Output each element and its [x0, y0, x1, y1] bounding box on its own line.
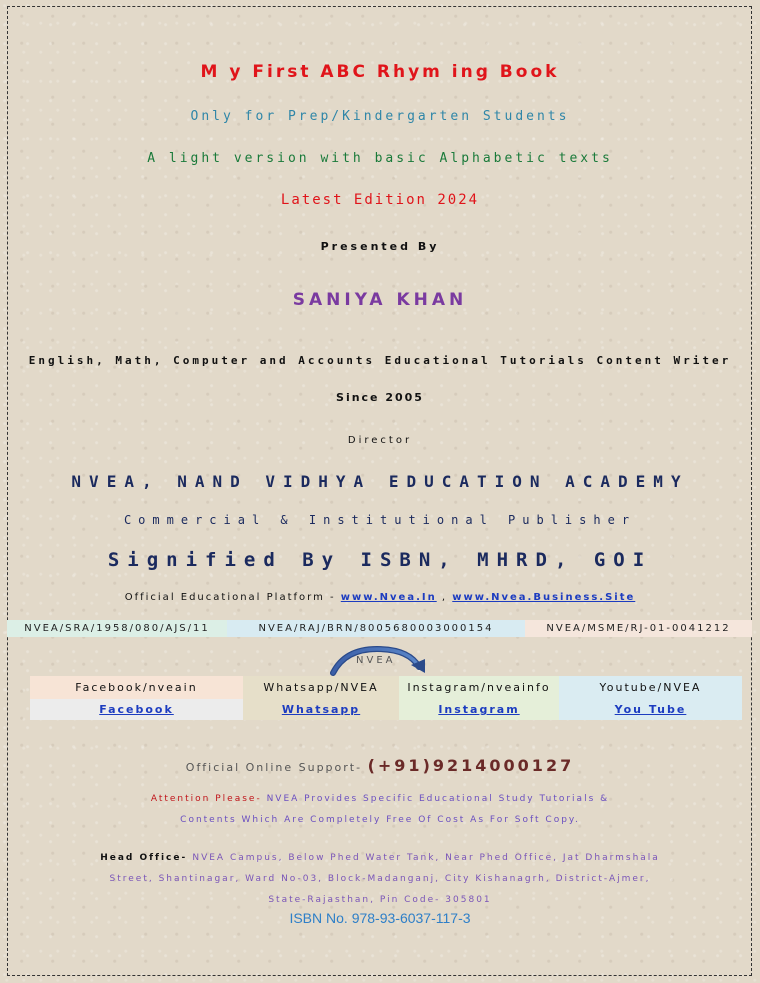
attention-line-1	[0, 794, 760, 804]
social-links-table	[30, 676, 742, 720]
support-line	[0, 756, 760, 775]
presented-by-label: Presented By	[320, 240, 440, 253]
youtube-handle: Youtube/NVEA	[559, 676, 742, 699]
author-role: English, Math, Computer and Accounts Educational Tutorials Content Writer	[28, 354, 732, 367]
head-office-address: NVEA Campus, Below Phed Water Tank, Near Phed Office, Jat Dharmshala	[192, 853, 660, 863]
website-link-nvea-in[interactable]: www.Nvea.In	[340, 592, 437, 603]
edition: Latest Edition 2024	[280, 192, 480, 208]
facebook-handle: Facebook/nveain	[30, 676, 243, 699]
support-phone: (+91)9214000127	[367, 756, 575, 775]
instagram-handle: Instagram/nveainfo	[399, 676, 559, 699]
academy-name: NVEA, NAND VIDHYA EDUCATION ACADEMY	[71, 472, 689, 491]
social-whatsapp	[243, 676, 399, 720]
director-label: Director	[347, 435, 413, 446]
youtube-link[interactable]: You Tube	[559, 699, 742, 720]
platform-label: Official Educational Platform -	[124, 592, 341, 603]
website-link-business-site[interactable]: www.Nvea.Business.Site	[452, 592, 636, 603]
publisher-type: Commercial & Institutional Publisher	[123, 513, 637, 527]
facebook-link[interactable]: Facebook	[30, 699, 243, 720]
head-office-line-3: State-Rajasthan, Pin Code- 305801	[268, 895, 492, 905]
book-title: M y First ABC Rhym ing Book	[200, 62, 560, 82]
subtitle: Only for Prep/Kindergarten Students	[190, 109, 570, 124]
social-instagram	[399, 676, 559, 720]
head-office-label: Head Office-	[100, 853, 193, 863]
author-name: SANIYA KHAN	[292, 290, 468, 310]
platform-separator: ,	[436, 592, 453, 603]
platform-line	[0, 592, 760, 603]
isbn-number: ISBN No. 978-93-6037-117-3	[289, 910, 471, 926]
attention-line-2: Contents Which Are Completely Free Of Cost As For Soft Copy.	[180, 815, 580, 825]
whatsapp-link[interactable]: Whatsapp	[243, 699, 399, 720]
head-office-line-1	[0, 853, 760, 863]
registration-row	[7, 620, 752, 637]
support-label: Official Online Support-	[185, 761, 368, 774]
social-youtube	[559, 676, 742, 720]
instagram-link[interactable]: Instagram	[399, 699, 559, 720]
head-office-line-2: Street, Shantinagar, Ward No-03, Block-Madanganj, City Kishanagrh, District-Ajmer,	[109, 874, 651, 884]
registration-number: NVEA/MSME/RJ-01-0041212	[525, 620, 752, 637]
registration-number: NVEA/SRA/1958/080/AJS/11	[7, 620, 227, 637]
social-facebook	[30, 676, 243, 720]
since-year: Since 2005	[336, 391, 424, 404]
tagline: A light version with basic Alphabetic texts	[147, 151, 613, 166]
attention-text: NVEA Provides Specific Educational Study Tutorials &	[266, 794, 610, 804]
signified-line: Signified By ISBN, MHRD, GOI	[107, 549, 653, 571]
whatsapp-handle: Whatsapp/NVEA	[243, 676, 399, 699]
nvea-badge-label: NVEA	[356, 655, 396, 666]
attention-label: Attention Please-	[150, 794, 267, 804]
registration-number: NVEA/RAJ/BRN/8005680003000154	[227, 620, 525, 637]
